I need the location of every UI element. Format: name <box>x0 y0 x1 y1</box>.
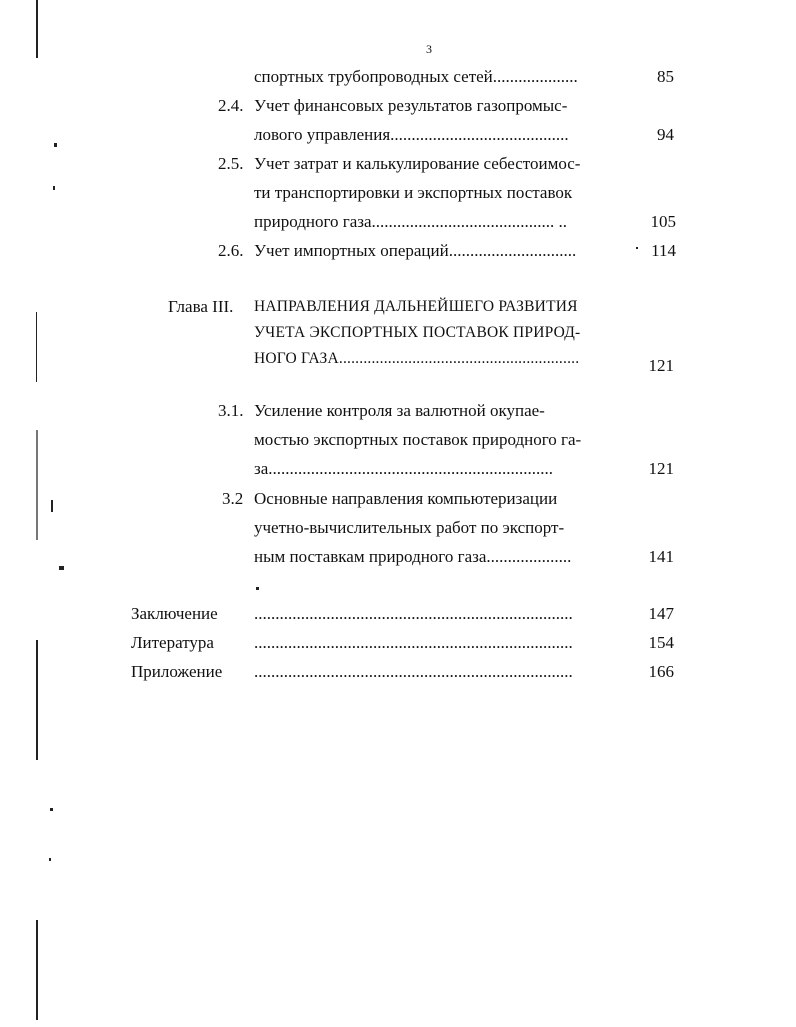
toc-entry-text: ным поставкам природного газа.................... <box>254 547 572 566</box>
scan-speck <box>54 143 57 147</box>
toc-page-number: 121 <box>648 459 674 478</box>
toc-entry-text: лового управления.......................................... <box>254 125 569 144</box>
toc-leader-dots: ........................................................................... <box>254 662 573 681</box>
toc-page-number: 114 <box>651 241 676 260</box>
toc-entry-text: Усиление контроля за валютной окупае- <box>254 401 545 420</box>
toc-entry-text: учетно-вычислительных работ по экспорт- <box>254 518 565 537</box>
page-number: 3 <box>426 42 432 56</box>
toc-chapter-title: УЧЕТА ЭКСПОРТНЫХ ПОСТАВОК ПРИРОД- <box>254 324 581 341</box>
scan-speck <box>636 247 638 249</box>
toc-page-number: 85 <box>657 67 674 86</box>
toc-section-number: 2.4. <box>218 96 244 115</box>
toc-entry-text: Основные направления компьютеризации <box>254 489 558 508</box>
toc-page-number: 94 <box>657 125 674 144</box>
toc-page-number: 121 <box>648 356 674 375</box>
scan-speck <box>51 500 53 512</box>
scan-speck <box>50 808 53 811</box>
toc-page-number: 105 <box>650 212 676 231</box>
toc-page-number: 166 <box>648 662 674 681</box>
toc-entry-text: спортных трубопроводных сетей.................... <box>254 67 578 86</box>
toc-section-number: 2.6. <box>218 241 244 260</box>
scan-speck <box>59 566 64 570</box>
toc-page-number: 141 <box>648 547 674 566</box>
toc-chapter-title: НОГО ГАЗА........................................................... <box>254 350 580 367</box>
toc-section-number: 3.2 <box>222 489 244 508</box>
scan-speck <box>53 186 55 190</box>
toc-closing-label: Приложение <box>131 662 223 681</box>
toc-page-number: 147 <box>648 604 674 623</box>
scan-speck <box>256 587 259 590</box>
toc-entry-text: ти транспортировки и экспортных поставок <box>254 183 573 202</box>
toc-section-number: 3.1. <box>218 401 244 420</box>
toc-page-number: 154 <box>648 633 674 652</box>
scan-speck <box>49 858 51 861</box>
toc-closing-label: Заключение <box>131 604 218 623</box>
scan-margin-line <box>36 640 38 760</box>
toc-leader-dots: ........................................................................... <box>254 604 573 623</box>
toc-entry-text: Учет затрат и калькулирование себестоимос- <box>254 154 581 173</box>
toc-leader-dots: ........................................................................... <box>254 633 573 652</box>
toc-entry-text: мостью экспортных поставок природного га- <box>254 430 582 449</box>
toc-closing-label: Литература <box>131 633 214 652</box>
toc-entry-text: природного газа........................................... .. <box>254 212 568 231</box>
toc-entry-text: за................................................................... <box>254 459 554 478</box>
toc-chapter-number: Глава III. <box>168 297 234 316</box>
toc-chapter-title: НАПРАВЛЕНИЯ ДАЛЬНЕЙШЕГО РАЗВИТИЯ <box>254 298 578 315</box>
scan-margin-line <box>36 312 37 382</box>
toc-section-number: 2.5. <box>218 154 244 173</box>
scan-margin-line <box>36 0 38 58</box>
scan-margin-line <box>36 920 38 1020</box>
toc-entry-text: Учет финансовых результатов газопромыс- <box>254 96 568 115</box>
toc-entry-text: Учет импортных операций.............................. <box>254 241 577 260</box>
scan-margin-line <box>36 430 38 540</box>
